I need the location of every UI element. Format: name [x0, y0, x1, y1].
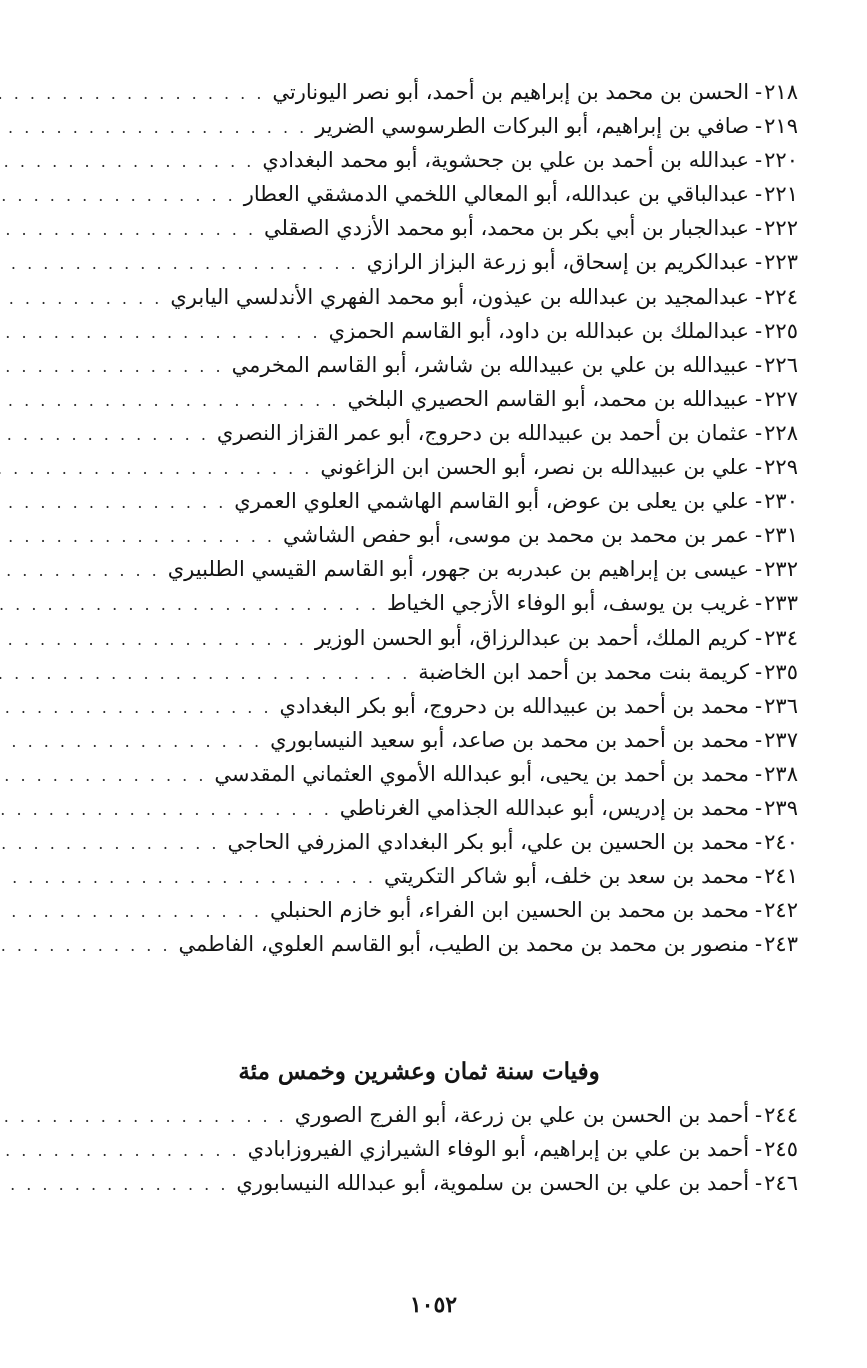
- page-number: ١٠٥٢: [409, 1292, 458, 1318]
- entry-list-section-2: [40, 1098, 798, 1200]
- entry-dash: -: [755, 216, 763, 241]
- entry-number: ٢٣٤: [764, 625, 798, 650]
- entry-dash: -: [755, 1137, 763, 1162]
- index-entry: [40, 314, 798, 348]
- entry-dash: -: [755, 455, 763, 480]
- index-entry: [40, 450, 798, 484]
- entry-dash: -: [755, 250, 763, 275]
- entry-dash: -: [755, 625, 763, 650]
- index-entry: [40, 484, 798, 518]
- dot-leader: [0, 895, 262, 929]
- dot-leader: [0, 520, 275, 554]
- section-heading: وفيات سنة ثمان وعشرين وخمس مئة: [238, 1058, 600, 1085]
- entry-number: ٢٢٣: [764, 250, 798, 275]
- dot-leader: [0, 623, 307, 657]
- entry-text: أحمد بن علي بن إبراهيم، أبو الوفاء الشيرازي الفيروزابادي: [247, 1137, 750, 1162]
- entry-text: عبيدالله بن علي بن عبيدالله بن شاشر، أبو القاسم المخرمي: [231, 352, 750, 377]
- index-entry: [40, 927, 798, 961]
- index-entry: [40, 416, 798, 450]
- entry-text: غريب بن يوسف، أبو الوفاء الأزجي الخياط: [387, 591, 750, 616]
- index-entry: [40, 859, 798, 893]
- entry-text: عبدالجبار بن أبي بكر بن محمد، أبو محمد الأزدي الصقلي: [264, 216, 750, 241]
- entry-dash: -: [755, 761, 763, 786]
- entry-text: كريم الملك، أحمد بن عبدالرزاق، أبو الحسن الوزير: [314, 625, 750, 650]
- dot-leader: [0, 1134, 240, 1168]
- entry-number: ٢٢١: [764, 182, 798, 207]
- dot-leader: [0, 929, 171, 963]
- entry-dash: -: [755, 148, 763, 173]
- entry-text: عبدالله بن أحمد بن علي بن جحشوية، أبو محمد البغدادي: [262, 148, 750, 173]
- entry-dash: -: [755, 386, 763, 411]
- dot-leader: [0, 452, 312, 486]
- index-entry: [40, 825, 798, 859]
- entry-text: عبدالباقي بن عبدالله، أبو المعالي اللخمي الدمشقي العطار: [243, 182, 750, 207]
- entry-text: صافي بن إبراهيم، أبو البركات الطرسوسي الضرير: [315, 114, 750, 139]
- entry-number: ٢٢٤: [764, 284, 798, 309]
- entry-number: ٢٤٦: [764, 1171, 798, 1196]
- entry-text: محمد بن أحمد بن عبيدالله بن دحروج، أبو بكر البغدادي: [279, 693, 750, 718]
- entry-number: ٢٤٣: [764, 932, 798, 957]
- entry-text: عثمان بن أحمد بن عبيدالله بن دحروج، أبو عمر القزاز النصري: [216, 420, 750, 445]
- dot-leader: [0, 179, 236, 213]
- dot-leader: [0, 384, 339, 418]
- entry-list-section-1: [40, 75, 798, 961]
- index-entry: [40, 655, 798, 689]
- dot-leader: [0, 145, 254, 179]
- index-entry: [40, 723, 798, 757]
- entry-number: ٢٣٠: [764, 489, 798, 514]
- entry-number: ٢٢٦: [764, 352, 798, 377]
- index-entry: [40, 211, 798, 245]
- entry-dash: -: [755, 1171, 763, 1196]
- dot-leader: [0, 861, 376, 895]
- dot-leader: [0, 657, 410, 691]
- entry-number: ٢٤١: [764, 864, 798, 889]
- dot-leader: [0, 793, 332, 827]
- entry-text: محمد بن الحسين بن علي، أبو بكر البغدادي المزرفي الحاجي: [227, 830, 750, 855]
- entry-number: ٢٢٩: [764, 455, 798, 480]
- entry-number: ٢٤٠: [764, 830, 798, 855]
- index-entry: [40, 689, 798, 723]
- index-entry: [40, 586, 798, 620]
- dot-leader: [0, 554, 160, 588]
- index-entry: [40, 1098, 798, 1132]
- index-entry: [40, 757, 798, 791]
- entry-text: عبدالمجيد بن عبدالله بن عيذون، أبو محمد الفهري الأندلسي اليابري: [170, 284, 750, 309]
- entry-dash: -: [755, 420, 763, 445]
- entry-number: ٢٢٠: [764, 148, 798, 173]
- entry-text: أحمد بن علي بن الحسن بن سلموية، أبو عبدالله النيسابوري: [236, 1171, 750, 1196]
- entry-text: محمد بن سعد بن خلف، أبو شاكر التكريتي: [383, 864, 750, 889]
- entry-number: ٢١٩: [764, 114, 798, 139]
- entry-dash: -: [755, 727, 763, 752]
- dot-leader: [0, 247, 359, 281]
- entry-text: الحسن بن محمد بن إبراهيم بن أحمد، أبو نصر اليونارتي: [272, 80, 750, 104]
- dot-leader: [0, 213, 256, 247]
- entry-dash: -: [755, 795, 763, 820]
- index-entry: [40, 348, 798, 382]
- entry-number: ٢٢٧: [764, 386, 798, 411]
- entry-text: كريمة بنت محمد بن أحمد ابن الخاضبة: [418, 659, 750, 684]
- dot-leader: [0, 282, 162, 316]
- entry-dash: -: [755, 352, 763, 377]
- entry-number: ٢٤٤: [764, 1103, 798, 1127]
- entry-number: ٢٣١: [764, 523, 798, 548]
- entry-text: عبيدالله بن محمد، أبو القاسم الحصيري البلخي: [347, 386, 750, 411]
- entry-dash: -: [755, 1103, 763, 1127]
- entry-number: ٢٣٧: [764, 727, 798, 752]
- entry-dash: -: [755, 318, 763, 343]
- dot-leader: [0, 691, 272, 725]
- index-entry: [40, 1132, 798, 1166]
- index-entry: [40, 1166, 798, 1200]
- entry-text: علي بن عبيدالله بن نصر، أبو الحسن ابن الزاغوني: [320, 455, 750, 480]
- entry-text: عبدالكريم بن إسحاق، أبو زرعة البزاز الرازي: [366, 250, 750, 275]
- entry-dash: -: [755, 80, 763, 104]
- entry-number: ٢٢٢: [764, 216, 798, 241]
- entry-text: أحمد بن الحسن بن علي بن زرعة، أبو الفرج الصوري: [294, 1103, 750, 1127]
- dot-leader: [0, 418, 209, 452]
- entry-number: ٢٣٥: [764, 659, 798, 684]
- entry-dash: -: [755, 523, 763, 548]
- entry-number: ٢٤٥: [764, 1137, 798, 1162]
- dot-leader: [0, 588, 379, 622]
- entry-number: ٢٣٨: [764, 761, 798, 786]
- entry-number: ٢١٨: [764, 80, 798, 104]
- entry-text: عيسى بن إبراهيم بن عبدربه بن جهور، أبو القاسم القيسي الطلبيري: [167, 557, 750, 582]
- entry-dash: -: [755, 830, 763, 855]
- entry-dash: -: [755, 693, 763, 718]
- index-entry: [40, 621, 798, 655]
- entry-dash: -: [755, 898, 763, 923]
- index-entry: [40, 382, 798, 416]
- dot-leader: [0, 111, 307, 145]
- index-entry: [40, 177, 798, 211]
- entry-dash: -: [755, 489, 763, 514]
- index-entry: [40, 893, 798, 927]
- entry-dash: -: [755, 932, 763, 957]
- entry-text: محمد بن أحمد بن يحيى، أبو عبدالله الأموي العثماني المقدسي: [214, 761, 750, 786]
- entry-number: ٢٢٥: [764, 318, 798, 343]
- entry-text: محمد بن إدريس، أبو عبدالله الجذامي الغرناطي: [339, 795, 750, 820]
- dot-leader: [0, 827, 220, 861]
- dot-leader: [0, 725, 262, 759]
- index-entry: [40, 143, 798, 177]
- index-entry: [40, 109, 798, 143]
- entry-number: ٢٣٣: [764, 591, 798, 616]
- entry-text: عمر بن محمد بن محمد بن موسى، أبو حفص الشاشي: [282, 523, 750, 548]
- dot-leader: [0, 486, 226, 520]
- dot-leader: [0, 759, 206, 793]
- entry-text: عبدالملك بن عبدالله بن داود، أبو القاسم الحمزي: [328, 318, 750, 343]
- entry-dash: -: [755, 114, 763, 139]
- entry-number: ٢٣٦: [764, 693, 798, 718]
- entry-number: ٢٢٨: [764, 420, 798, 445]
- entry-text: محمد بن محمد بن الحسين ابن الفراء، أبو خازم الحنبلي: [269, 898, 750, 923]
- entry-dash: -: [755, 182, 763, 207]
- dot-leader: [0, 316, 321, 350]
- entry-dash: -: [755, 557, 763, 582]
- index-entry: [40, 552, 798, 586]
- index-entry: [40, 75, 798, 109]
- entry-text: منصور بن محمد بن محمد بن الطيب، أبو القاسم العلوي، الفاطمي: [178, 932, 750, 957]
- entry-dash: -: [755, 864, 763, 889]
- dot-leader: [0, 1100, 287, 1134]
- index-entry: [40, 518, 798, 552]
- index-entry: [40, 245, 798, 279]
- entry-number: ٢٤٢: [764, 898, 798, 923]
- index-entry: [40, 791, 798, 825]
- entry-number: ٢٣٩: [764, 795, 798, 820]
- dot-leader: [0, 1168, 228, 1202]
- index-entry: [40, 280, 798, 314]
- entry-number: ٢٣٢: [764, 557, 798, 582]
- entry-dash: -: [755, 591, 763, 616]
- dot-leader: [0, 77, 264, 111]
- entry-dash: -: [755, 284, 763, 309]
- entry-dash: -: [755, 659, 763, 684]
- dot-leader: [0, 350, 224, 384]
- entry-text: علي بن يعلى بن عوض، أبو القاسم الهاشمي العلوي العمري: [234, 489, 750, 514]
- entry-text: محمد بن أحمد بن محمد بن صاعد، أبو سعيد النيسابوري: [270, 727, 750, 752]
